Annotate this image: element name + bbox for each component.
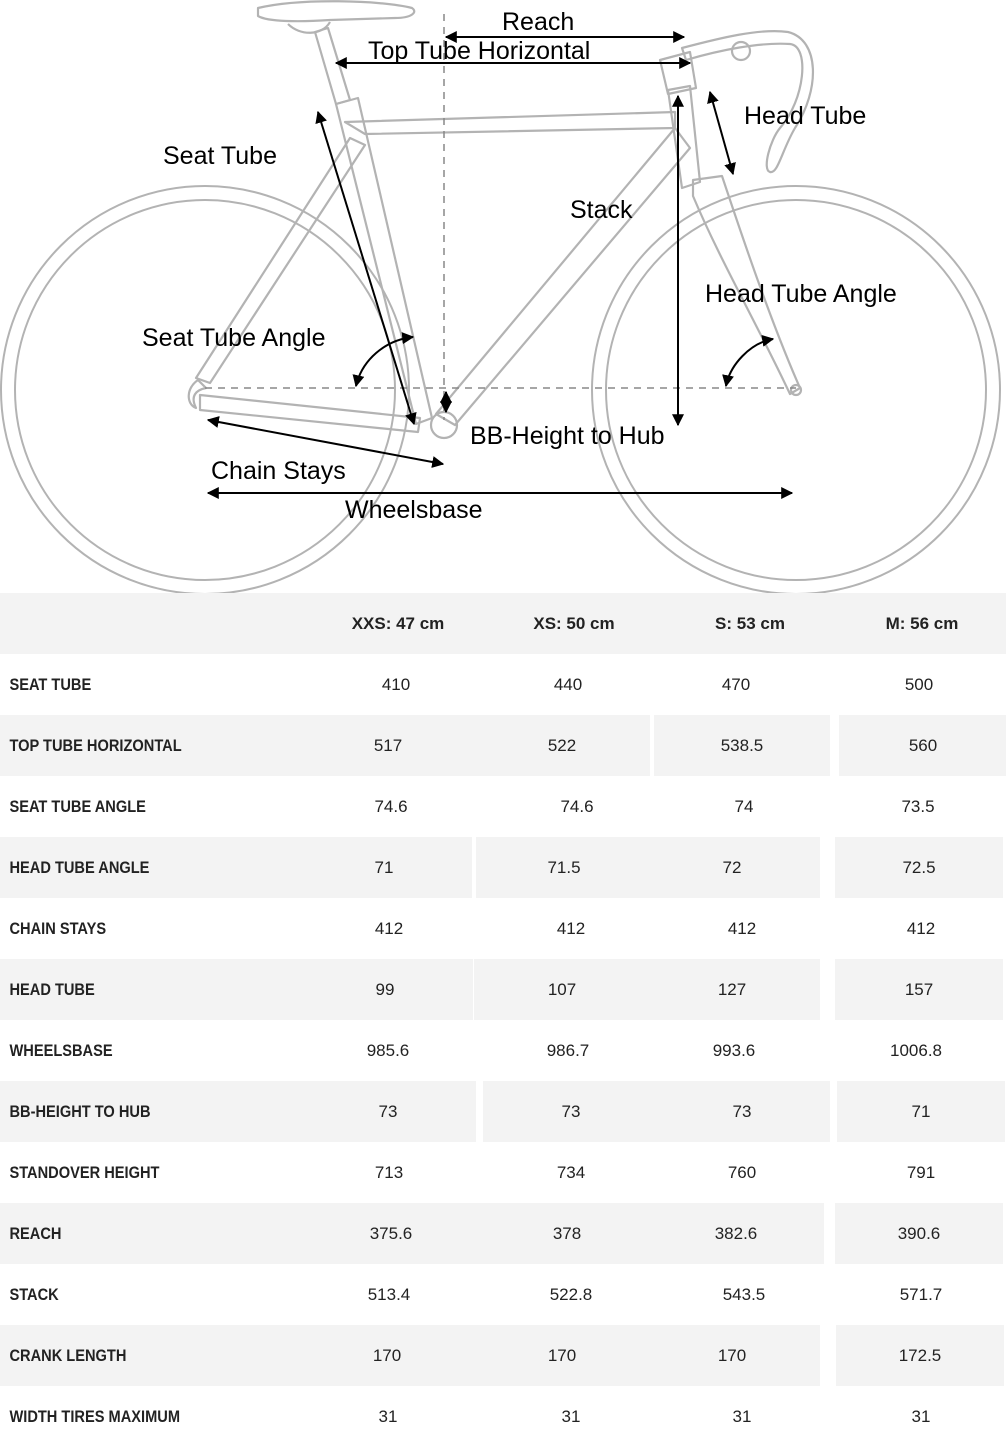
table-row	[0, 654, 1006, 715]
table-cell: 107	[547, 979, 577, 999]
seat-tube-angle-label: Seat Tube Angle	[142, 324, 326, 352]
seat-tube-label: Seat Tube	[163, 142, 277, 170]
row-label: HEAD TUBE	[9, 979, 95, 999]
table-row	[0, 898, 1006, 959]
row-label: STANDOVER HEIGHT	[9, 1162, 160, 1182]
table-cell: 73	[378, 1101, 398, 1121]
table-cell: 31	[561, 1406, 581, 1426]
table-cell: 993.6	[712, 1040, 756, 1060]
table-cell: 74	[734, 796, 754, 816]
table-cell: 157	[904, 979, 934, 999]
table-cell: 985.6	[366, 1040, 410, 1060]
rear-wheel	[1, 186, 409, 593]
table-cell: 986.7	[546, 1040, 590, 1060]
table-cell: 31	[378, 1406, 398, 1426]
table-cell: 71.5	[547, 857, 581, 877]
table-cell: 760	[727, 1162, 757, 1182]
table-cell: 99	[375, 979, 395, 999]
table-cell: 538.5	[720, 735, 764, 755]
table-cell: 713	[374, 1162, 404, 1182]
bike-geometry-diagram	[0, 0, 1006, 593]
table-cell: 72	[722, 857, 742, 877]
table-cell: 412	[727, 918, 757, 938]
chain-stays-label: Chain Stays	[211, 457, 346, 485]
table-cell: 500	[904, 674, 934, 694]
table-cell: 412	[556, 918, 586, 938]
reference-lines	[205, 14, 796, 420]
column-header-size-m: M: 56 cm	[885, 613, 959, 633]
row-label: REACH	[9, 1223, 62, 1243]
table-row	[0, 837, 1006, 898]
row-label: TOP TUBE HORIZONTAL	[9, 735, 182, 755]
table-cell: 522	[547, 735, 577, 755]
table-cell: 560	[908, 735, 938, 755]
table-cell: 382.6	[714, 1223, 758, 1243]
table-header-row	[0, 593, 1006, 654]
bike-frame	[189, 1, 813, 438]
row-label: BB-HEIGHT TO HUB	[9, 1101, 151, 1121]
table-row	[0, 1386, 1006, 1447]
table-cell: 72.5	[902, 857, 936, 877]
table-cell: 412	[906, 918, 936, 938]
head-tube-angle-label: Head Tube Angle	[705, 280, 897, 308]
table-cell: 71	[374, 857, 394, 877]
row-label: CRANK LENGTH	[9, 1345, 127, 1365]
table-cell: 127	[717, 979, 747, 999]
column-header-size-s: S: 53 cm	[715, 613, 785, 633]
table-cell: 170	[717, 1345, 747, 1365]
table-cell: 73	[732, 1101, 752, 1121]
table-cell: 71	[911, 1101, 931, 1121]
top-tube-horizontal-label: Top Tube Horizontal	[368, 37, 591, 65]
table-cell: 410	[381, 674, 411, 694]
geometry-table	[0, 593, 1006, 1447]
bb-height-to-hub-label: BB-Height to Hub	[470, 422, 665, 450]
head-tube-label: Head Tube	[744, 102, 867, 130]
table-cell: 170	[372, 1345, 402, 1365]
table-cell: 390.6	[897, 1223, 941, 1243]
table-row	[0, 776, 1006, 837]
table-cell: 378	[552, 1223, 582, 1243]
table-row	[0, 1081, 1006, 1142]
stack-label: Stack	[570, 196, 633, 224]
row-label: WIDTH TIRES MAXIMUM	[9, 1406, 181, 1426]
table-cell: 543.5	[722, 1284, 766, 1304]
table-cell: 74.6	[560, 796, 594, 816]
table-cell: 522.8	[549, 1284, 593, 1304]
table-row	[0, 959, 1006, 1020]
wheelsbase-label: Wheelsbase	[345, 496, 483, 524]
table-cell: 440	[553, 674, 583, 694]
row-label: WHEELSBASE	[9, 1040, 113, 1060]
table-cell: 1006.8	[890, 1040, 942, 1060]
head-tube-arrow	[710, 92, 733, 174]
seat-tube-arrow	[318, 112, 414, 424]
table-cell: 74.6	[374, 796, 408, 816]
table-cell: 791	[906, 1162, 936, 1182]
table-row	[0, 1142, 1006, 1203]
table-cell: 172.5	[898, 1345, 942, 1365]
table-body	[0, 654, 1006, 1447]
row-label: HEAD TUBE ANGLE	[9, 857, 150, 877]
column-header-size-xs: XS: 50 cm	[533, 613, 615, 633]
row-label: SEAT TUBE ANGLE	[9, 796, 146, 816]
table-cell: 517	[373, 735, 403, 755]
table-cell: 31	[911, 1406, 931, 1426]
table-cell: 73	[561, 1101, 581, 1121]
table-cell: 734	[556, 1162, 586, 1182]
table-cell: 375.6	[369, 1223, 413, 1243]
row-label: CHAIN STAYS	[9, 918, 107, 938]
table-row	[0, 715, 1006, 776]
row-label: STACK	[9, 1284, 59, 1304]
table-cell: 170	[547, 1345, 577, 1365]
table-cell: 571.7	[899, 1284, 943, 1304]
table-cell: 412	[374, 918, 404, 938]
table-row	[0, 1325, 1006, 1386]
row-label: SEAT TUBE	[9, 674, 92, 694]
reach-label: Reach	[502, 8, 575, 36]
table-row	[0, 1203, 1006, 1264]
column-header-blank	[0, 593, 310, 654]
table-row	[0, 1020, 1006, 1081]
table-cell: 513.4	[367, 1284, 411, 1304]
table-cell: 470	[721, 674, 751, 694]
table-row	[0, 1264, 1006, 1325]
table-cell: 31	[732, 1406, 752, 1426]
column-header-size-xxs: XXS: 47 cm	[351, 613, 445, 633]
table-cell: 73.5	[901, 796, 935, 816]
